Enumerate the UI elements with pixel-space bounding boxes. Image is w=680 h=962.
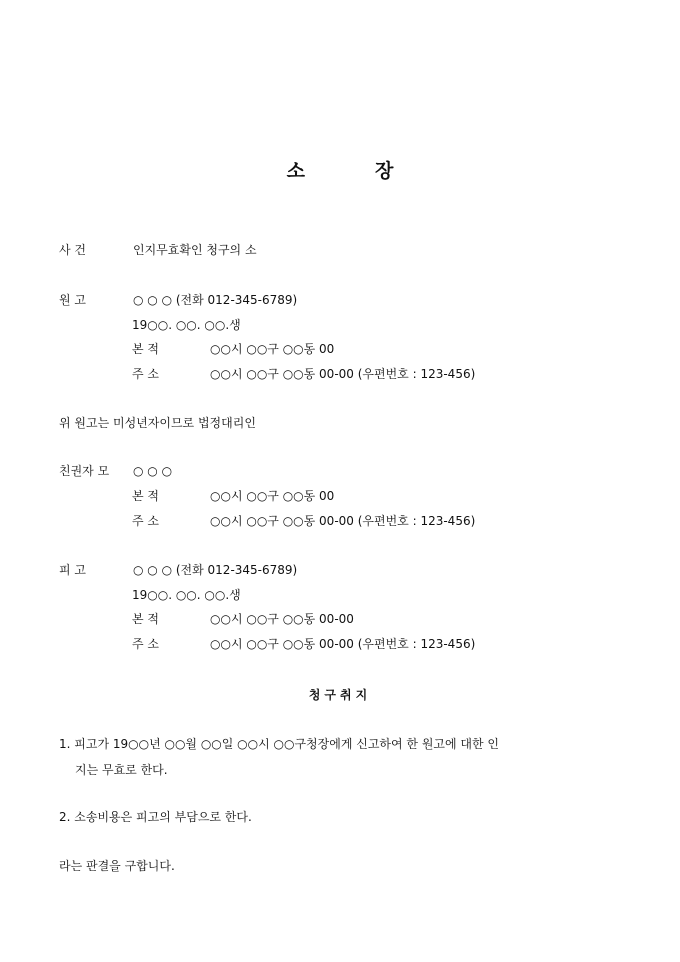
defendant-label: 피 고 bbox=[59, 563, 86, 577]
defendant-birth: 19○○. ○○. ○○.생 bbox=[132, 588, 241, 602]
defendant-address-value: ○○시 ○○구 ○○동 00-00 (우편번호 : 123-456) bbox=[210, 637, 476, 651]
case-value: 인지무효확인 청구의 소 bbox=[133, 243, 257, 257]
plaintiff-name-phone: ○ ○ ○ (전화 012-345-6789) bbox=[133, 293, 298, 307]
plaintiff-label: 원 고 bbox=[59, 293, 86, 307]
guardian-name: ○ ○ ○ bbox=[133, 464, 173, 478]
guardian-address-label: 주 소 bbox=[132, 514, 159, 528]
plaintiff-address-value: ○○시 ○○구 ○○동 00-00 (우편번호 : 123-456) bbox=[210, 367, 476, 381]
plaintiff-address-label: 주 소 bbox=[132, 367, 159, 381]
claim-item-1-line1: 1. 피고가 19○○년 ○○월 ○○일 ○○시 ○○구청장에게 신고하여 한 원고에 대한 인 bbox=[59, 737, 500, 751]
plaintiff-registry bbox=[132, 342, 334, 356]
claims-heading: 청구취지 bbox=[308, 688, 372, 702]
title-left: 소 bbox=[286, 160, 305, 182]
plaintiff-row bbox=[59, 293, 297, 307]
guardian-address bbox=[132, 514, 475, 528]
claim-item-2: 2. 소송비용은 피고의 부담으로 한다. bbox=[59, 810, 252, 824]
defendant-registry-value: ○○시 ○○구 ○○동 00-00 bbox=[210, 612, 354, 626]
case-label: 사 건 bbox=[59, 243, 86, 257]
case-row bbox=[59, 243, 257, 257]
title-right: 장 bbox=[375, 160, 394, 182]
guardian-registry bbox=[132, 489, 334, 503]
document-title bbox=[0, 156, 680, 183]
plaintiff-registry-label: 본 적 bbox=[132, 342, 159, 356]
guardian-note: 위 원고는 미성년자이므로 법정대리인 bbox=[59, 416, 256, 430]
guardian-address-value: ○○시 ○○구 ○○동 00-00 (우편번호 : 123-456) bbox=[210, 514, 476, 528]
guardian-row bbox=[59, 464, 172, 478]
defendant-name-phone: ○ ○ ○ (전화 012-345-6789) bbox=[133, 563, 298, 577]
defendant-registry-label: 본 적 bbox=[132, 612, 159, 626]
claim-item-1 bbox=[59, 737, 639, 777]
guardian-registry-value: ○○시 ○○구 ○○동 00 bbox=[210, 489, 335, 503]
guardian-registry-label: 본 적 bbox=[132, 489, 159, 503]
plaintiff-registry-value: ○○시 ○○구 ○○동 00 bbox=[210, 342, 335, 356]
guardian-label: 친권자 모 bbox=[59, 464, 110, 478]
defendant-address-label: 주 소 bbox=[132, 637, 159, 651]
defendant-row bbox=[59, 563, 297, 577]
plaintiff-address bbox=[132, 367, 475, 381]
claim-item-1-line2: 지는 무효로 한다. bbox=[75, 763, 168, 777]
defendant-address bbox=[132, 637, 475, 651]
closing-statement: 라는 판결을 구합니다. bbox=[59, 859, 175, 873]
plaintiff-birth: 19○○. ○○. ○○.생 bbox=[132, 318, 241, 332]
defendant-registry bbox=[132, 612, 354, 626]
